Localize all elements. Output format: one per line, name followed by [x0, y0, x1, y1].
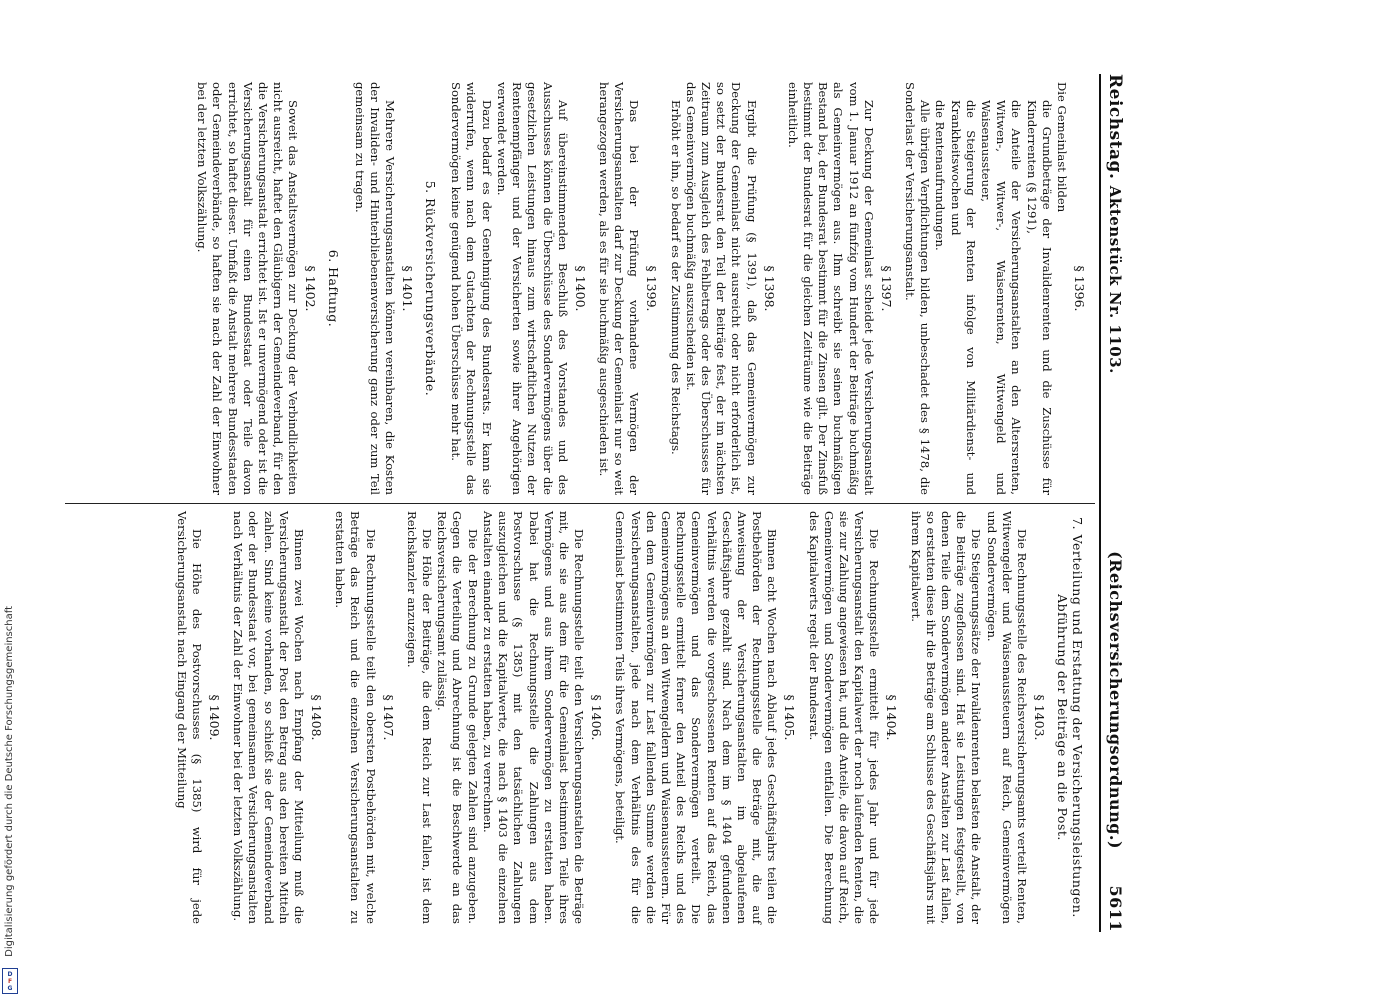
body-paragraph: Erhöht er ihn, so bedarf es der Zustimmung des Reichstags.	[668, 100, 683, 455]
paragraph-number: § 1396.	[1072, 265, 1087, 312]
body-paragraph: Alle übrigen Verpflichtungen bilden, unbeschadet des § 1478, die Sonderlast der Versicherungsanstalt.	[902, 82, 933, 495]
body-paragraph: Mehrere Versicherungsanstalten können vereinbaren, die Kosten der Invaliden- und Hinterbliebenenversicherung ganz oder zum Teil gemeinsam zu tragen.	[352, 82, 398, 495]
body-paragraph: Die Rechnungsstelle teilt den Versicherungsanstalten die Beträge mit, die sie aus dem für die Gemeinlast bestimmten Teile ihres Vermögens und aus ihrem Sondervermögen zu erstatten haben. Dabei hat die Rechnungsstelle die Zahlungen aus dem Postvorschusse (§ 1385) mit den tatsächlichen Zahlungen auszugleichen und die Kapitalwerte, die nach § 1403 die einzelnen Anstalten einander zu erstatten haben, zu verrechnen.	[480, 511, 587, 924]
text-columns	[65, 74, 1095, 932]
paragraph-number: § 1401.	[400, 265, 416, 312]
paragraph-number: § 1403.	[1032, 694, 1047, 741]
paragraph-number: § 1399.	[644, 265, 660, 312]
logo-letter: D	[7, 970, 13, 978]
body-paragraph: Die Rechnungsstelle ermittelt für jedes Jahr und für jede Versicherungsanstalt den Kapitalwert der noch laufenden Renten, die sie zur Zahlung angewiesen hat, und die Anteile, die davon auf Reich, Gemeinvermögen und Sondervermögen entfallen. Die Berechnung des Kapitalwerts regelt der Bundesrat.	[806, 511, 882, 924]
paragraph-number: § 1409.	[207, 694, 223, 741]
paragraph-number: § 1398.	[761, 265, 777, 312]
paragraph-number: § 1397.	[878, 265, 894, 312]
header-title: Reichstag.	[1105, 74, 1125, 180]
header-subject: (Reichsversicherungsordnung.)	[1106, 551, 1125, 850]
body-paragraph: Die der Berechnung zu Grunde gelegten Zahlen sind anzugeben. Gegen die Verteilung und Abrechnung ist die Beschwerde an das Reichsversicherungsamt zulässig.	[435, 511, 480, 924]
right-column	[65, 503, 1095, 932]
section-heading: 6. Haftung.	[326, 249, 342, 328]
body-paragraph: Dazu bedarf es der Genehmigung des Bundesrats. Er kann sie widerrufen, wenn nach dem Gutachten der Rechnungsstelle das Sondervermögen keine genügend hohen Überschüsse mehr hat.	[449, 82, 494, 495]
paragraph-number: § 1405.	[782, 694, 798, 741]
document-page	[65, 68, 1125, 938]
logo-letter: F	[7, 977, 13, 985]
paragraph-number: § 1406.	[589, 694, 605, 741]
paragraph-number: § 1404.	[884, 694, 900, 741]
body-paragraph: die Steigerung der Renten infolge von Militärdienst- und Krankheitswochen und	[948, 100, 978, 495]
paragraph-number: § 1402.	[303, 265, 319, 312]
body-paragraph: Die Rechnungsstelle des Reichsversicherungsamts verteilt Renten, Witwengelder und Waisenaussteuern auf Reich, Gemeinvermögen und Sondervermögen.	[984, 511, 1029, 924]
left-column	[65, 74, 1095, 503]
body-paragraph: Die Höhe des Postvorschusses (§ 1385) wird für jede Versicherungsanstalt nach Eingang der Mitteilung	[174, 511, 205, 924]
paragraph-number: § 1407.	[380, 694, 396, 741]
body-paragraph: Binnen acht Wochen nach Ablauf jedes Geschäftsjahrs teilen die Postbehörden der Rechnungsstelle die Beträge mit, die auf Anweisung der Versicherungsanstalten im abgelaufenen Geschäftsjahre gezahlt sind. Nach dem im § 1404 gefundenen Verhältnis werden die vorgeschossenen Renten auf das Reich, das Gemeinvermögen und das Sondervermögen verteilt. Die Rechnungsstelle ermittelt ferner den Anteil des Reichs und des Gemeinvermögens an den Witwengeldern und Waisenaussteuern. Für den dem Gemeinvermögen zur Last fallenden Summe werden die Versicherungsanstalten, jede nach dem Verhältnis des für die Gemeinlast bestimmten Teils ihres Vermögens, beteiligt.	[613, 511, 780, 924]
body-paragraph: Die Steigerungssätze der Invalidenrenten belasten die Anstalt, der die Beiträge zugeflossen sind. Hat sie Leistungen festgestellt, von denen Teile dem Sondervermögen anderer Anstalten zur Last fallen, so erstatten diese ihr die Beträge am Schlusse des Geschäftsjahrs mit ihrem Kapitalwert.	[908, 511, 984, 924]
body-paragraph: die Rentenaufrundungen.	[933, 100, 948, 251]
body-paragraph: Ergibt die Prüfung (§ 1391), daß das Gemeinvermögen zur Deckung der Gemeinlast nicht ausreicht oder nicht erforderlich ist, so setzt der Bundesrat den Teil der Beiträge fest, der im nächsten Zeitraum zum Ausgleich des Fehlbetrags oder des Überschusses für das Gemeinvermögen buchmäßig auszuscheiden ist.	[683, 82, 759, 495]
body-paragraph: Soweit das Anstaltsvermögen zur Deckung der Verbindlichkeiten nicht ausreicht, haftet den Gläubigern der Gemeindeverband, für den die Versicherungsanstalt errichtet ist. Ist er unvermögend oder ist die Versicherungsanstalt für einen Bundesstaat oder Teile davon errichtet, so haftet dieser. Umfaßt die Anstalt mehrere Bundesstaaten oder Gemeindeverbände, so haften sie nach der Zahl der Einwohner bei der letzten Volkszählung.	[195, 82, 301, 495]
page-number: 5611	[1106, 885, 1125, 932]
section-heading: 5. Rückversicherungsverbände.	[423, 180, 439, 397]
body-paragraph: Das bei der Prüfung vorhandene Vermögen der Versicherungsanstalten darf zur Deckung der Gemeinlast nur so weit herangezogen werden, als es für sie buchmäßig ausgeschieden ist.	[596, 82, 642, 495]
body-paragraph: Zur Deckung der Gemeinlast scheidet jede Versicherungsanstalt vom 1. Januar 1912 an fünfzig vom Hundert der Beiträge buchmäßig als Gemeinvermögen aus. Ihm schreibt sie seinen buchmäßigen Bestand bei, der Bundesrat bestimmt für die Zinsen gilt. Der Zinsfuß bestimmt der Bundesrat für die gleichen Zeiträume wie die Beiträge einheitlich.	[785, 82, 876, 495]
body-paragraph: die Grundbeträge der Invalidenrenten und die Zuschüsse für Kinderrenten (§ 1291),	[1024, 100, 1054, 495]
paragraph-number: § 1408.	[309, 694, 325, 741]
paragraph-number: § 1400.	[572, 265, 588, 312]
body-paragraph: Binnen zwei Wochen nach Empfang der Mitteilung muß die Versicherungsanstalt der Post den Betrag aus den bereiten Mitteln zahlen. Sind keine vorhanden, so schießt sie der Gemeindeverband oder der Bundesstaat vor, bei gemeinsamen Versicherungsanstalten nach Verhältnis der Zahl der Einwohner bei der letzten Volkszählung.	[231, 511, 307, 924]
column-divider	[65, 503, 1095, 504]
body-paragraph: Die Gemeinlast bilden	[1055, 82, 1069, 213]
body-paragraph: Die Höhe der Beiträge, die dem Reich zur Last fallen, ist dem Reichskanzler anzuzeigen.	[404, 511, 435, 924]
section-heading: 7. Verteilung und Erstattung der Versicherungsleistungen. Abführung der Beiträge an die Post.	[1055, 517, 1085, 918]
body-paragraph: Die Rechnungsstelle teilt den obersten Postbehörden mit, welche Beträge das Reich und die einzelnen Versicherungsanstalten zu erstatten haben.	[333, 511, 378, 924]
body-paragraph: die Anteile der Versicherungsanstalten an den Altersrenten, Witwen-, Witwer-, Waisenrenten, Witwengeld und Waisenaussteuer,	[978, 100, 1024, 495]
digitization-credit: Digitalisierung gefördert durch die Deutsche Forschungsgemeinschaft	[4, 606, 15, 957]
header-document-number: Aktenstück Nr. 1103.	[1106, 185, 1124, 374]
body-paragraph: Auf übereinstimmenden Beschluß des Vorstandes und des Ausschusses können die Überschüsse des Sondervermögens über die gesetzlichen Leistungen hinaus zum wirtschaftlichen Nutzen der Rentenempfänger und der Versicherten sowie ihrer Angehörigen verwendet werden.	[494, 82, 570, 495]
dfg-logo	[2, 968, 18, 994]
page-header	[1099, 74, 1125, 932]
logo-letter: G	[7, 984, 13, 992]
